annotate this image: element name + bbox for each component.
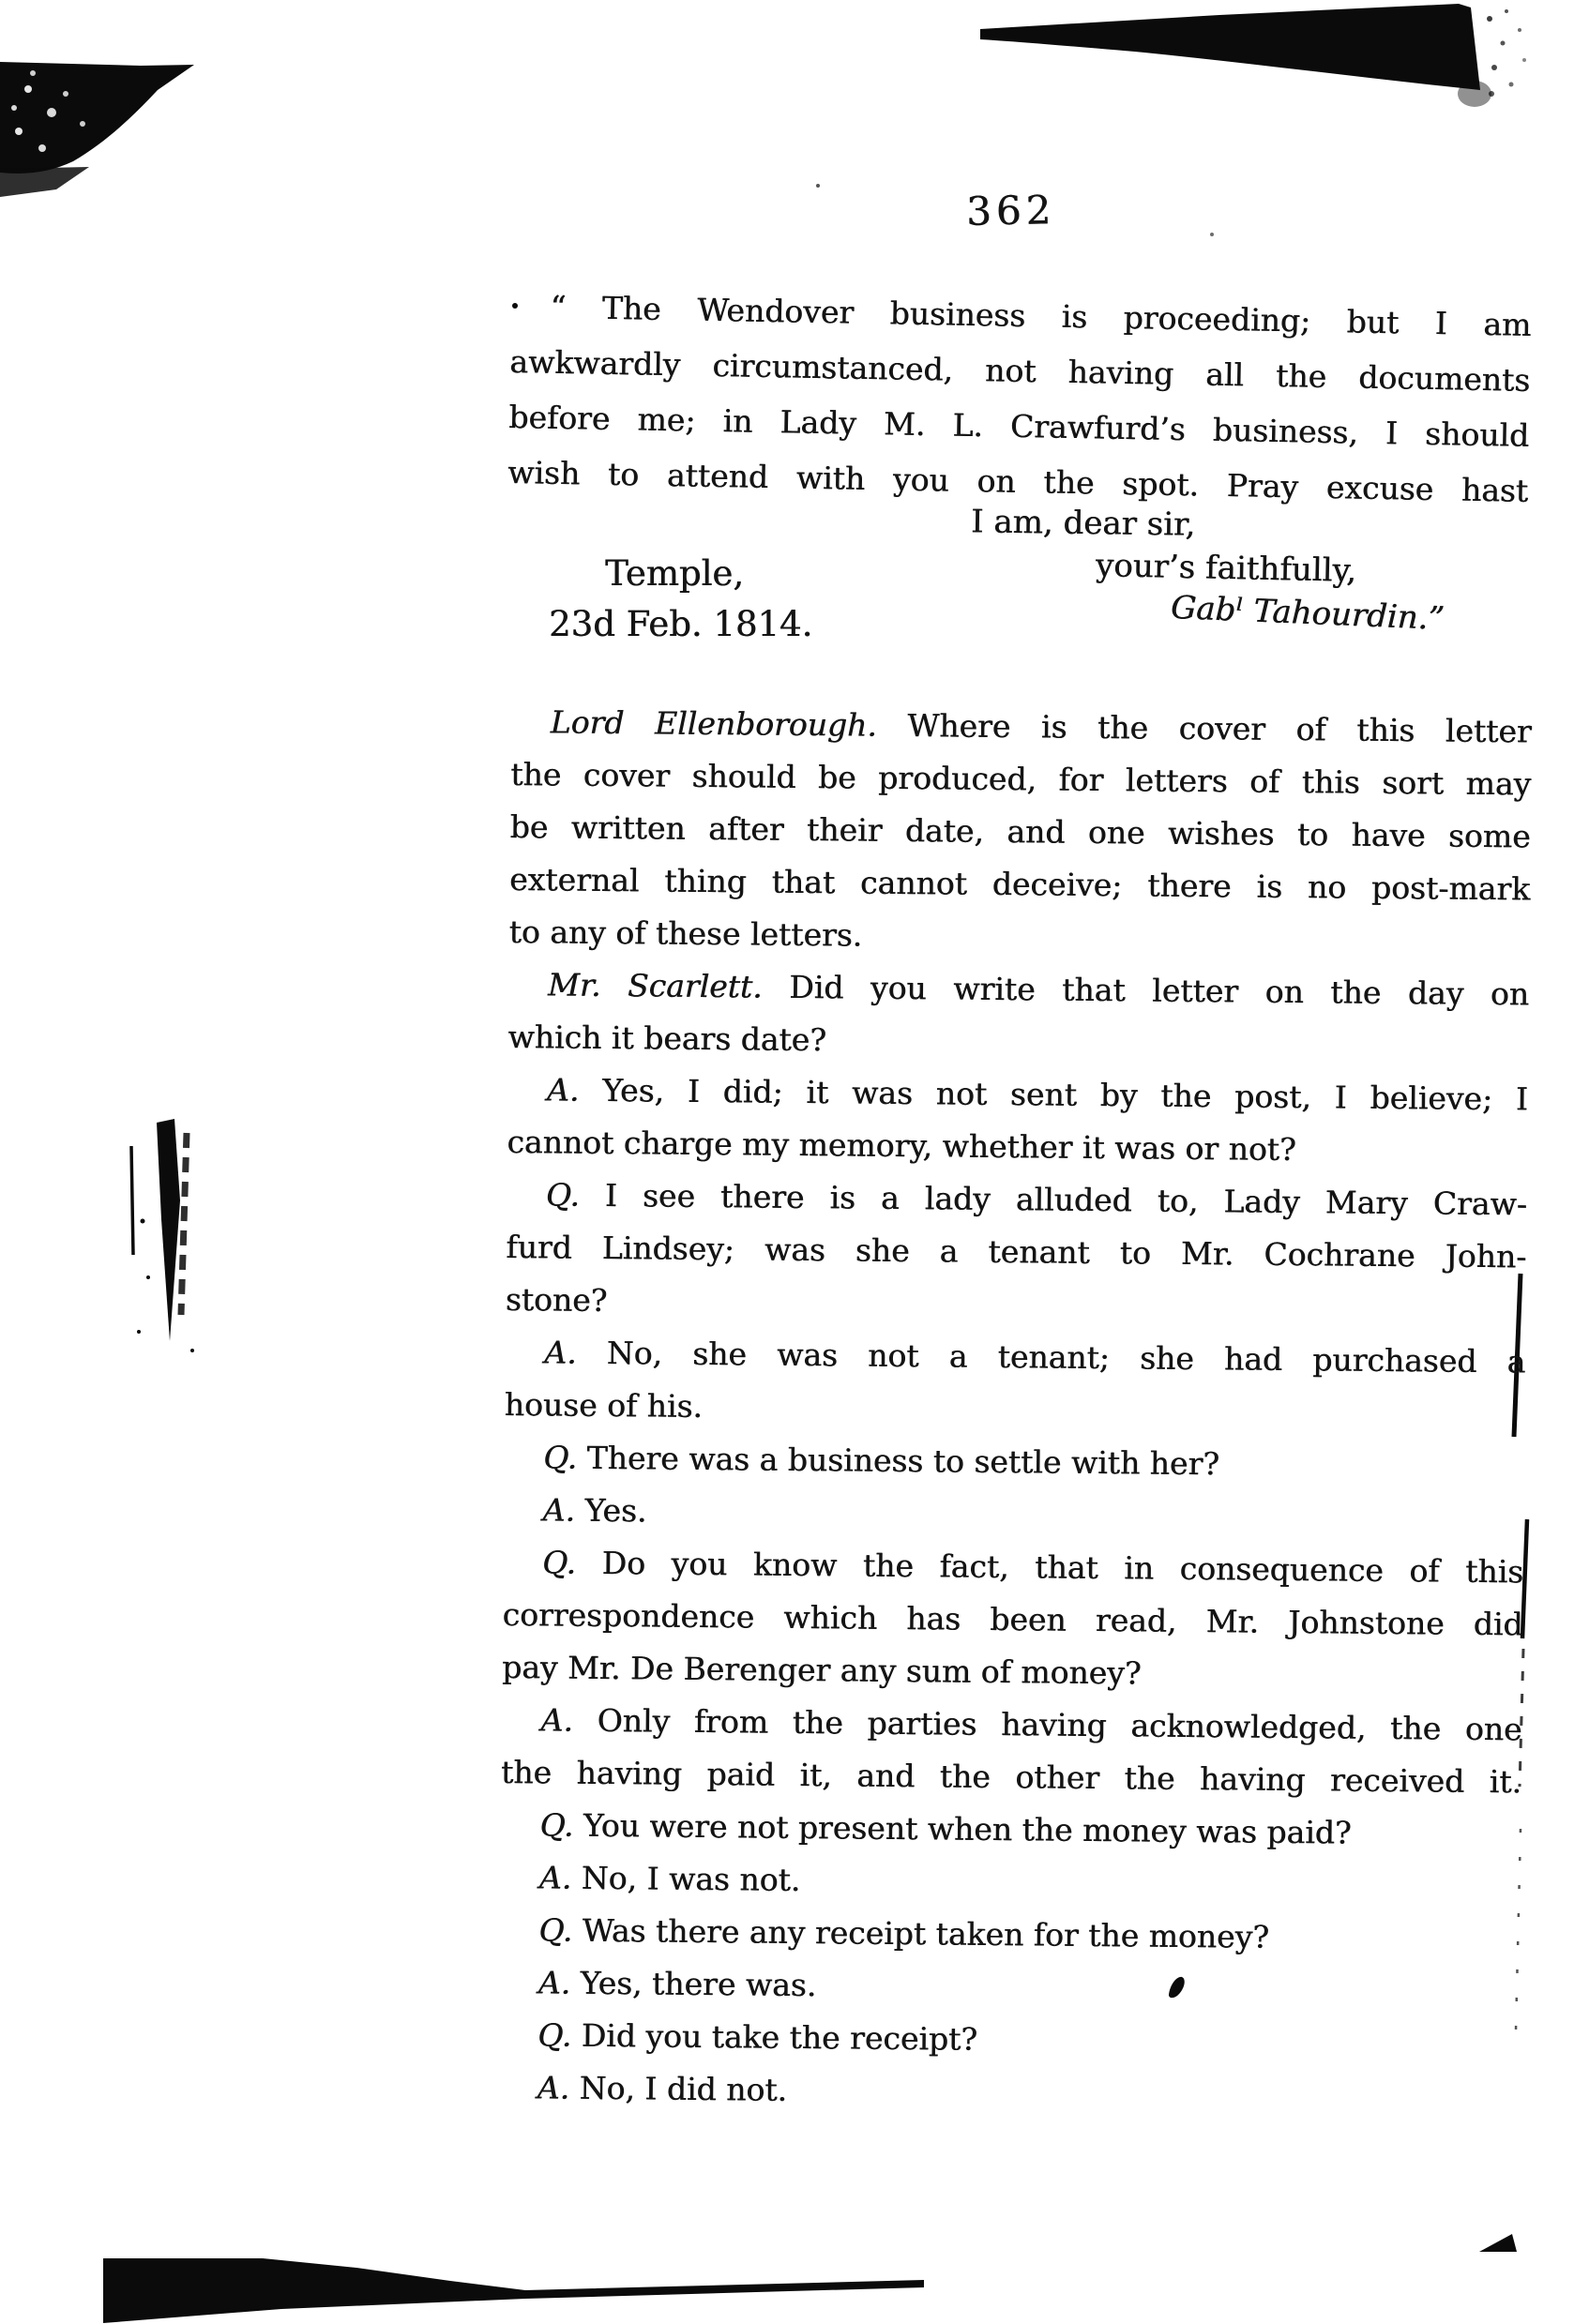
speaker-label: A. <box>544 1334 577 1371</box>
ink-triangle-bottom-right <box>1479 2234 1517 2252</box>
text-line <box>499 1956 1520 2018</box>
text-segment: Did you take the receipt? <box>571 2016 978 2058</box>
text-segment: “ The Wendover business is proceeding; but I am <box>550 288 1532 343</box>
speaker-label: A. <box>537 1964 571 2001</box>
text-segment: house of his. <box>504 1385 704 1425</box>
letter-signature: Gabˡ Tahourdin.” <box>1170 588 1445 639</box>
text-segment: No, she was not a tenant; she had purchased a <box>576 1334 1526 1381</box>
text-line <box>507 1064 1528 1125</box>
ink-band-top-right <box>980 4 1526 107</box>
text-segment: I see there is a lady alluded to, Lady Mary Craw- <box>579 1176 1528 1223</box>
speaker-label: Q. <box>543 1439 578 1476</box>
ink-band-bottom-left <box>103 2258 924 2323</box>
text-segment: Yes, I did; it was not sent by the post, I believe; I <box>579 1071 1529 1118</box>
text-line <box>510 696 1531 758</box>
text-line <box>505 1326 1525 1388</box>
text-segment: Yes. <box>574 1491 647 1530</box>
text-line <box>507 1116 1527 1178</box>
text-segment: be written after their date, and one wishes to have some <box>509 807 1531 855</box>
text-segment: furd Lindsey; was she a tenant to Mr. Cochrane John- <box>506 1228 1527 1275</box>
text-segment: pay Mr. De Berenger any sum of money? <box>501 1648 1142 1692</box>
speaker-label: Mr. Scarlett. <box>547 966 763 1005</box>
text-segment: before me; in Lady M. L. Crawfurd’s business, I should <box>507 398 1530 454</box>
text-line <box>502 1589 1522 1651</box>
speaker-label: A. <box>540 1701 574 1739</box>
text-segment: No, I was not. <box>571 1859 801 1899</box>
text-segment: Do you know the fact, that in consequence of this <box>575 1544 1524 1591</box>
speaker-label: Lord Ellenborough. <box>550 703 877 744</box>
text-segment: Yes, there was. <box>569 1964 817 2004</box>
letter-closing-valediction: your’s faithfully, <box>1095 547 1357 590</box>
ink-smudge-top-left <box>0 62 194 197</box>
letter-closing-place: Temple, <box>605 553 744 594</box>
text-line <box>501 1746 1521 1808</box>
text-line <box>503 1536 1523 1598</box>
speaker-label: Q. <box>538 1911 573 1949</box>
page-number: 362 <box>965 187 1056 234</box>
letter-body <box>507 279 1532 519</box>
text-line <box>499 1904 1520 1966</box>
stray-speck <box>816 184 820 188</box>
text-segment: Only from the parties having acknowledged, the one <box>572 1701 1522 1748</box>
text-segment: awkwardly circumstanced, not having all the documents <box>509 342 1531 399</box>
stray-speck <box>1210 233 1214 236</box>
text-line <box>498 2009 1519 2071</box>
text-segment: Was there any receipt taken for the money? <box>572 1911 1270 1955</box>
text-segment: the having paid it, and the other the having received it. <box>500 1753 1522 1801</box>
text-segment: which it bears date? <box>507 1018 827 1059</box>
text-segment: the cover should be produced, for letters of this sort may <box>510 755 1532 803</box>
text-line <box>500 1799 1521 1861</box>
text-line <box>508 958 1529 1020</box>
speaker-label: Q. <box>539 1806 574 1844</box>
text-line <box>510 748 1531 810</box>
text-line <box>503 1484 1523 1546</box>
text-segment: correspondence which has been read, Mr. Johnstone did <box>502 1595 1523 1643</box>
text-line <box>506 1221 1526 1283</box>
text-line <box>507 1169 1527 1230</box>
text-segment: stone? <box>505 1280 608 1320</box>
speaker-label: Q. <box>545 1176 580 1214</box>
text-segment: No, I did not. <box>568 2069 788 2108</box>
text-segment: to any of these letters. <box>508 913 863 954</box>
text-line <box>504 1379 1524 1441</box>
text-line <box>506 1274 1526 1336</box>
speaker-label: A. <box>546 1071 580 1109</box>
text-line <box>500 1851 1521 1913</box>
text-segment: You were not present when the money was paid? <box>573 1806 1352 1851</box>
text-line <box>502 1641 1522 1703</box>
speaker-label: A. <box>538 1859 572 1896</box>
testimony-body <box>497 696 1531 2123</box>
ink-streak-left-margin <box>131 1119 194 1352</box>
text-segment: Did you write that letter on the day on <box>762 968 1530 1013</box>
text-line <box>507 1011 1528 1073</box>
text-segment: external thing that cannot deceive; there is no post-mark <box>508 860 1531 908</box>
text-line <box>508 906 1529 968</box>
speaker-label: A. <box>542 1491 576 1529</box>
text-line <box>501 1694 1521 1756</box>
speaker-label: Q. <box>541 1544 577 1581</box>
speaker-label: A. <box>537 2069 570 2106</box>
text-segment: wish to attend with you on the spot. Pray excuse hast <box>507 453 1529 509</box>
text-line <box>509 853 1530 915</box>
text-segment: cannot charge my memory, whether it was or not? <box>507 1123 1296 1169</box>
text-line <box>497 2061 1518 2123</box>
speaker-label: Q. <box>537 2016 572 2054</box>
letter-closing-date: 23d Feb. 1814. <box>549 604 813 644</box>
text-segment: Where is the cover of this letter <box>876 706 1532 750</box>
text-line <box>509 801 1530 863</box>
text-line <box>504 1431 1524 1493</box>
text-segment: There was a business to settle with her? <box>576 1439 1220 1483</box>
letter-closing-salutation: I am, dear sir, <box>970 503 1196 544</box>
